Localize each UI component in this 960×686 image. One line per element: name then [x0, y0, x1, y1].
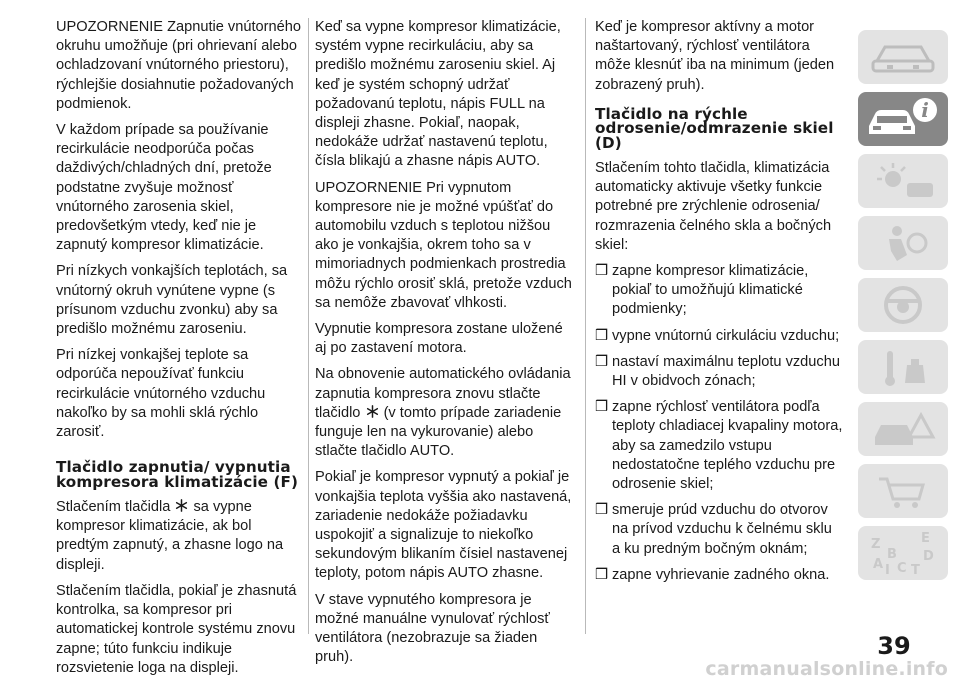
column-divider — [308, 18, 309, 634]
checkbox-bullet-icon: ❒ — [595, 566, 609, 583]
tab-getting-to-know[interactable] — [858, 92, 948, 146]
text-column-1 — [56, 18, 302, 685]
column-divider — [585, 18, 586, 634]
list-item-text: zapne kompresor klimatizácie, pokiaľ to umožňujú klimatické podmienky; — [612, 263, 809, 318]
tab-dashboard[interactable] — [858, 30, 948, 84]
tab-emergency[interactable] — [858, 402, 948, 456]
paragraph-fan-minimum: Keď je kompresor aktívny a motor naštartovaný, rýchlosť ventilátora môže klesnúť iba na minimum (jeden zobrazený pruh). — [595, 19, 835, 93]
snowflake-icon — [366, 405, 379, 418]
tab-technical-data[interactable] — [858, 464, 948, 518]
checkbox-bullet-icon: ❒ — [595, 263, 609, 280]
index-letter: B — [887, 547, 897, 562]
tab-warning-lights[interactable] — [858, 154, 948, 208]
paragraph-defrost-intro: Stlačením tohto tlačidla, klimatizácia automaticky aktivuje všetky funkcie potrebné pre zrýchlenie odrosenia/ rozmrazenia čelného skla a bočných skiel: — [595, 160, 832, 253]
car-warning-icon — [867, 407, 939, 451]
text-column-3 — [595, 18, 843, 592]
list-item — [595, 398, 843, 494]
paragraph-compressor-memory: Vypnutie kompresora zostane uložené aj po zastavení motora. — [315, 321, 563, 357]
heading-compressor-button: Tlačidlo zapnutia/ vypnutia kompresora klimatizácie (F) — [56, 458, 299, 491]
car-front-icon — [867, 37, 939, 77]
checkbox-bullet-icon: ❒ — [595, 327, 609, 344]
paragraph-low-temps: Pri nízkych vonkajších teplotách, sa vnútorný okruh vynútene vypne (s prísunom vzduchu zvonku) aby sa predišlo možnému zaroseniu. — [56, 263, 288, 338]
list-item — [595, 262, 843, 320]
list-item-text: nastaví maximálnu teplotu vzduchu HI v obidvoch zónach; — [612, 353, 840, 390]
list-item-text: zapne vyhrievanie zadného okna. — [612, 566, 830, 583]
page-number: 39 — [877, 632, 911, 660]
index-letter: T — [911, 563, 920, 578]
list-item — [595, 566, 843, 585]
steering-wheel-icon — [867, 283, 939, 327]
index-letter: C — [897, 561, 907, 576]
airbag-person-icon — [867, 221, 939, 265]
checkbox-bullet-icon: ❒ — [595, 399, 609, 416]
list-item — [595, 501, 843, 559]
paragraph-restore-auto: Na obnovenie automatického ovládania zapnutia kompresora znovu stlačte tlačidlo (v tomto prípade zariadenie funguje len na vykurovanie) alebo stlačte tlačidlo AUTO. — [315, 366, 571, 460]
tab-starting-driving[interactable] — [858, 278, 948, 332]
list-item-text: zapne rýchlosť ventilátora podľa teploty chladiacej kvapaliny motora, aby sa zamedzilo vstupu nedostatočne teplého vzduchu pre odrosenie skiel; — [612, 399, 843, 493]
index-letter: A — [873, 557, 884, 572]
tab-index[interactable] — [858, 526, 948, 580]
paragraph-compressor-warning: UPOZORNENIE Pri vypnutom kompresore nie je možné vpúšťať do automobilu vzduch s teplotou nižšou ako je vonkajšia, okrem toho sa v mimoriadnych podmienkach prostredia môžu rýchlo orosiť sklá, pretože vzduch sa nemôže zbavovať vlhkosti. — [315, 179, 572, 311]
svg-text:i: i — [921, 98, 929, 122]
paragraph-full-indicator: Keď sa vypne kompresor klimatizácie, systém vypne recirkuláciu, aby sa predišlo možnému zaroseniu skiel. Aj keď je systém schopný udržať požadovanú teplotu, nápis FULL na displeji zhasne. Pokiaľ, naopak, nedokáže udržať nastavenú teplotu, čísla blikajú a zhasne nápis AUTO. — [315, 19, 561, 170]
list-item-text: vypne vnútornú cirkuláciu vzduchu; — [612, 327, 840, 344]
paragraph-fan-speed-reset: V stave vypnutého kompresora je možné manuálne vynulovať rýchlosť ventilátora (nezobrazuje sa žiaden pruh). — [315, 591, 550, 666]
list-item — [595, 327, 843, 346]
car-info-icon — [863, 96, 943, 142]
paragraph-temperature-blink: Pokiaľ je kompresor vypnutý a pokiaľ je vonkajšia teplota vyššia ako nastavená, zariadenie nedokáže požiadavku uspokojiť a signalizuje to niekoľko sekundovým blikaním čísiel nastavenej teploty, potom nápis AUTO zhasne. — [315, 469, 572, 582]
text-column-2 — [315, 18, 577, 675]
defrost-checklist — [595, 262, 843, 585]
list-item-text: smeruje prúd vzduchu do otvorov na prívod vzduchu k čelnému sklu a ku predným bočným oknám; — [612, 502, 832, 557]
index-letters-icon — [863, 528, 943, 578]
tab-safety[interactable] — [858, 216, 948, 270]
list-item — [595, 353, 843, 391]
checkbox-bullet-icon: ❒ — [595, 502, 609, 519]
paragraph-recirculation-note: UPOZORNENIE Zapnutie vnútorného okruhu umožňuje (pri ohrievaní alebo ochladzovaní vnútorného priestoru), rýchlejšie dosiahnutie požadovaných podmienok. — [56, 19, 301, 112]
paragraph-recirculation-rainy: V každom prípade sa používanie recirkulácie neodporúča počas daždivých/chladných dní, pretože podstatne zvyšuje možnosť vnútorného zarosenia skiel, predovšetkým vtedy, keď nie je zapnutý kompresor klimatizácie. — [56, 122, 272, 254]
checkbox-bullet-icon: ❒ — [595, 353, 609, 370]
paragraph-compressor-on: Stlačením tlačidla, pokiaľ je zhasnutá kontrolka, sa kompresor pri automatickej kontrole systému znovu zapne; túto funkciu indikuje rozsvietenie loga na displeji. — [56, 582, 297, 676]
heading-defrost-button: Tlačidlo na rýchle odrosenie/odmrazenie skiel (D) — [595, 104, 834, 152]
watermark: carmanualsonline.info — [705, 658, 948, 680]
shopping-cart-icon — [867, 469, 939, 513]
index-letter: I — [885, 563, 890, 578]
index-letter: E — [921, 531, 930, 546]
paragraph-compressor-off: Stlačením tlačidla sa vypne kompresor klimatizácie, ak bol predtým zapnutý, a zhasne logo na displeji. — [56, 499, 284, 573]
paragraph-low-temp-advice: Pri nízkej vonkajšej teplote sa odporúča nepoužívať funkciu recirkulácie vnútorného vzduchu nakoľko by sa mohli sklá rýchlo zarosiť. — [56, 347, 266, 441]
wrench-oil-icon — [867, 345, 939, 389]
snowflake-icon — [175, 499, 188, 512]
index-letter: D — [923, 549, 934, 564]
sun-dashboard-icon — [867, 159, 939, 203]
index-letter: Z — [871, 537, 881, 552]
chapter-sidebar — [854, 30, 952, 588]
tab-maintenance[interactable] — [858, 340, 948, 394]
